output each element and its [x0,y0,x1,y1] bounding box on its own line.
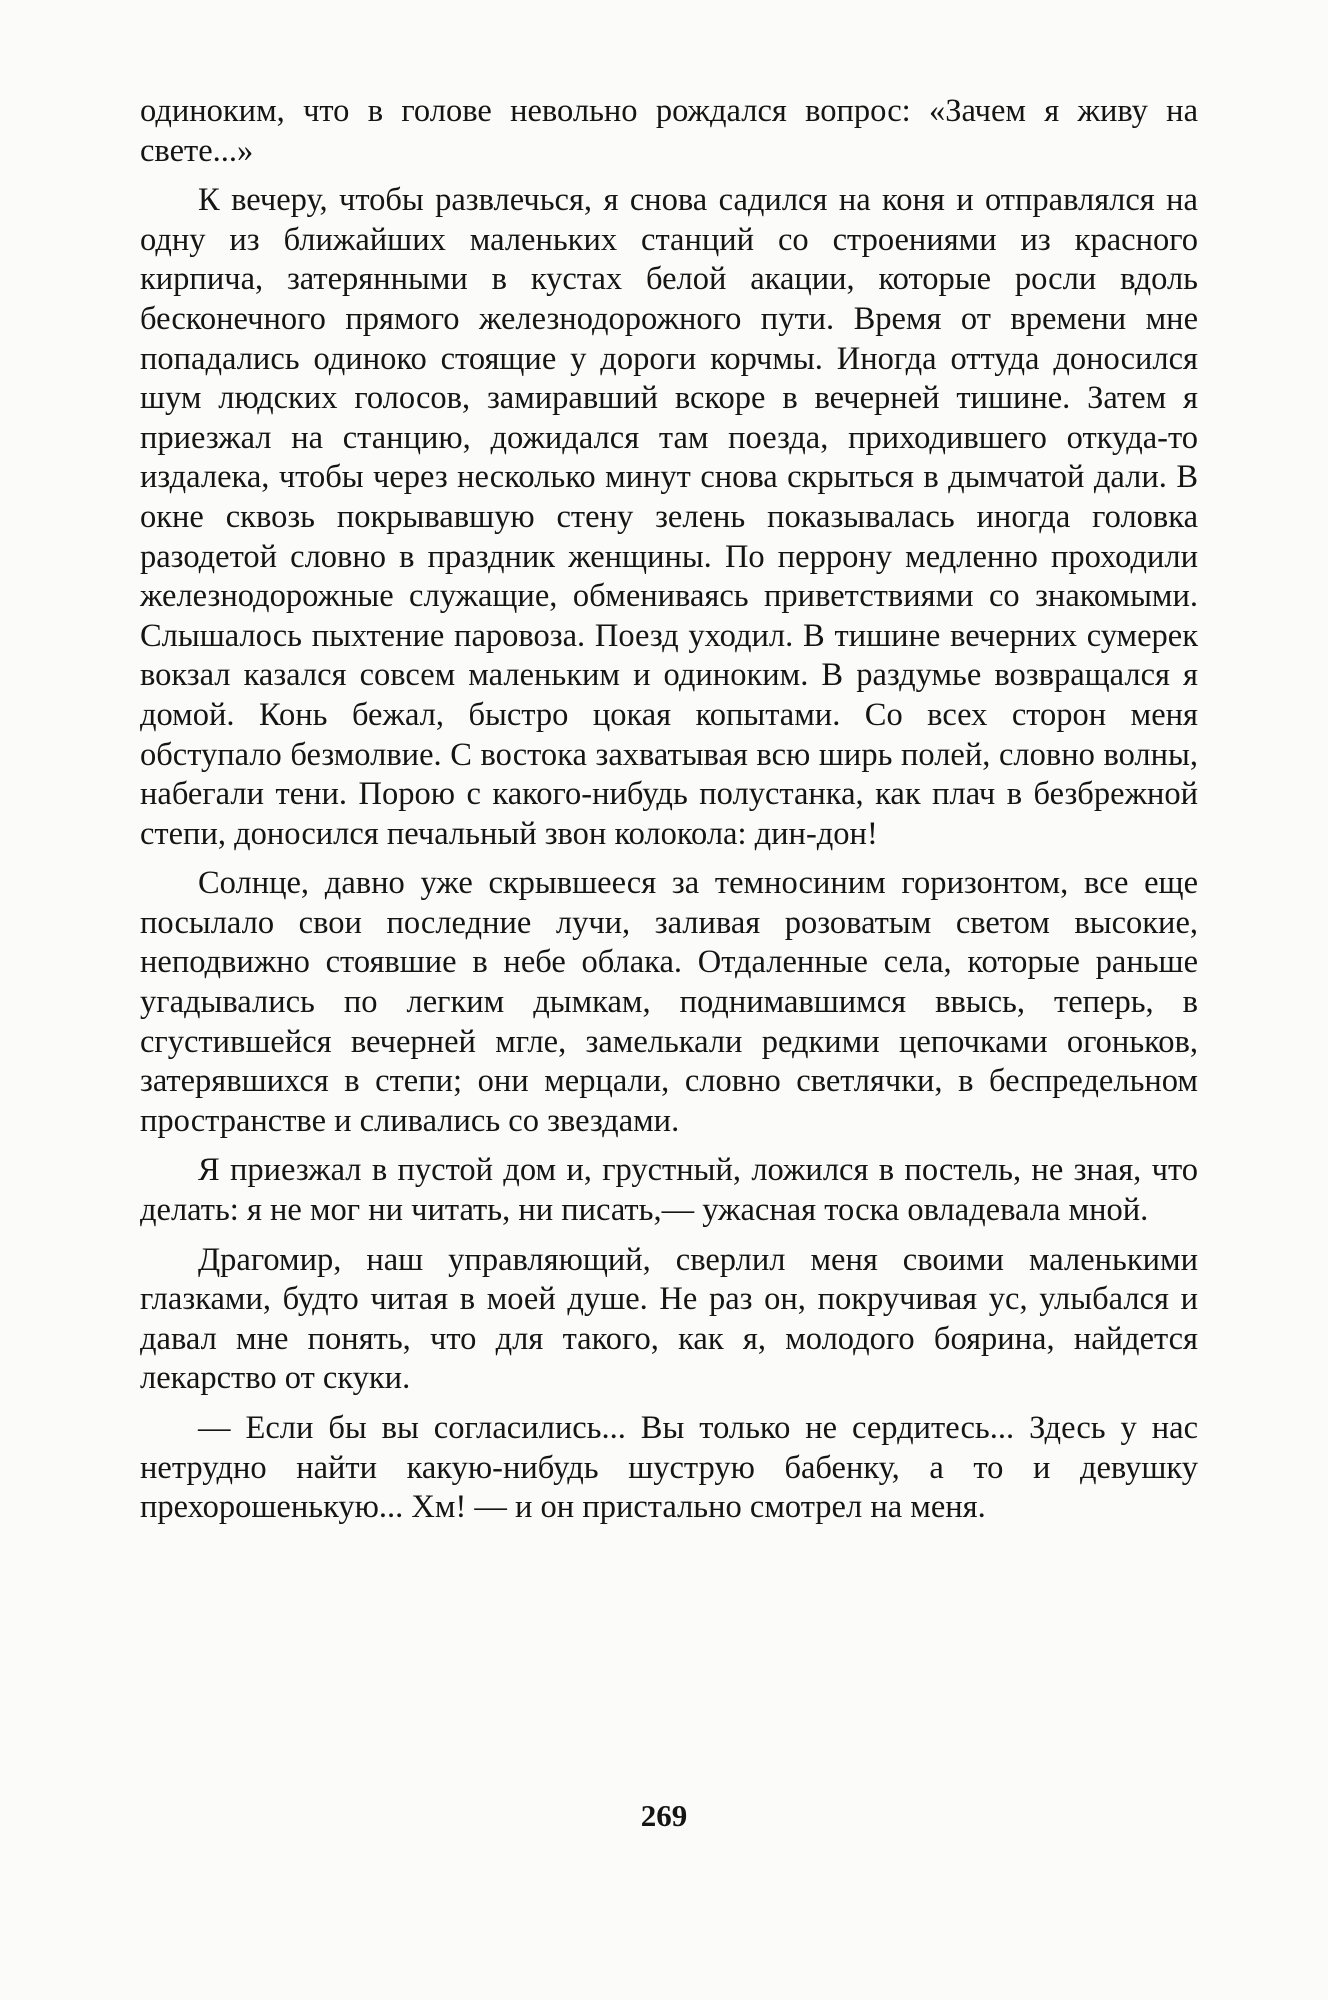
paragraph-2: К вечеру, чтобы развлечься, я снова садился на коня и отправлялся на одну из ближайших маленьких станций со строениями из красного кирпича, затерянными в кустах белой акации, которые росли вдоль бесконечного прямого железнодорожного пути. Время от времени мне попадались одиноко стоящие у дороги корчмы. Иногда оттуда доносился шум людских голосов, замиравший вскоре в вечерней тишине. Затем я приезжал на станцию, дожидался там поезда, приходившего откуда-то издалека, чтобы через несколько минут снова скрыться в дымчатой дали. В окне сквозь покрывавшую стену зелень показывалась иногда головка разодетой словно в праздник женщины. По перрону медленно проходили железнодорожные служащие, обмениваясь приветствиями со знакомыми. Слышалось пыхтение паровоза. Поезд уходил. В тишине вечерних сумерек вокзал казался совсем маленьким и одиноким. В раздумье возвращался я домой. Конь бежал, быстро цокая копытами. Со всех сторон меня обступало безмолвие. С востока захватывая всю ширь полей, словно волны, набегали тени. Порою с какого-нибудь полустанка, как плач в безбрежной степи, доносился печальный звон колокола: дин-дон! [140,182,1198,852]
paragraph-1: одиноким, что в голове невольно рождался вопрос: «Зачем я живу на свете...» [140,93,1198,169]
paragraph-3: Солнце, давно уже скрывшееся за темносиним горизонтом, все еще посылало свои последние лучи, заливая розоватым светом высокие, неподвижно стоявшие в небе облака. Отдаленные села, которые раньше угадывались по легким дымкам, поднимавшимся ввысь, теперь, в сгустившейся вечерней мгле, замелькали редкими цепочками огоньков, затерявшихся в степи; они мерцали, словно светлячки, в беспредельном пространстве и сливались со звездами. [140,865,1198,1139]
paragraph-6: — Если бы вы согласились... Вы только не сердитесь... Здесь у нас нетрудно найти какую-нибудь шуструю бабенку, а то и девушку прехорошенькую... Хм! — и он пристально смотрел на меня. [140,1410,1198,1526]
page-body [140,92,1198,1528]
paragraph-4: Я приезжал в пустой дом и, грустный, ложился в постель, не зная, что делать: я не мог ни читать, ни писать,— ужасная тоска овладевала мной. [140,1152,1198,1229]
page-number: 269 [640,1798,688,1833]
paragraph-5: Драгомир, наш управляющий, сверлил меня своими маленькими глазками, будто читая в моей душе. Не раз он, покручивая ус, улыбался и давал мне понять, что для такого, как я, молодого боярина, найдется лекарство от скуки. [140,1241,1198,1397]
